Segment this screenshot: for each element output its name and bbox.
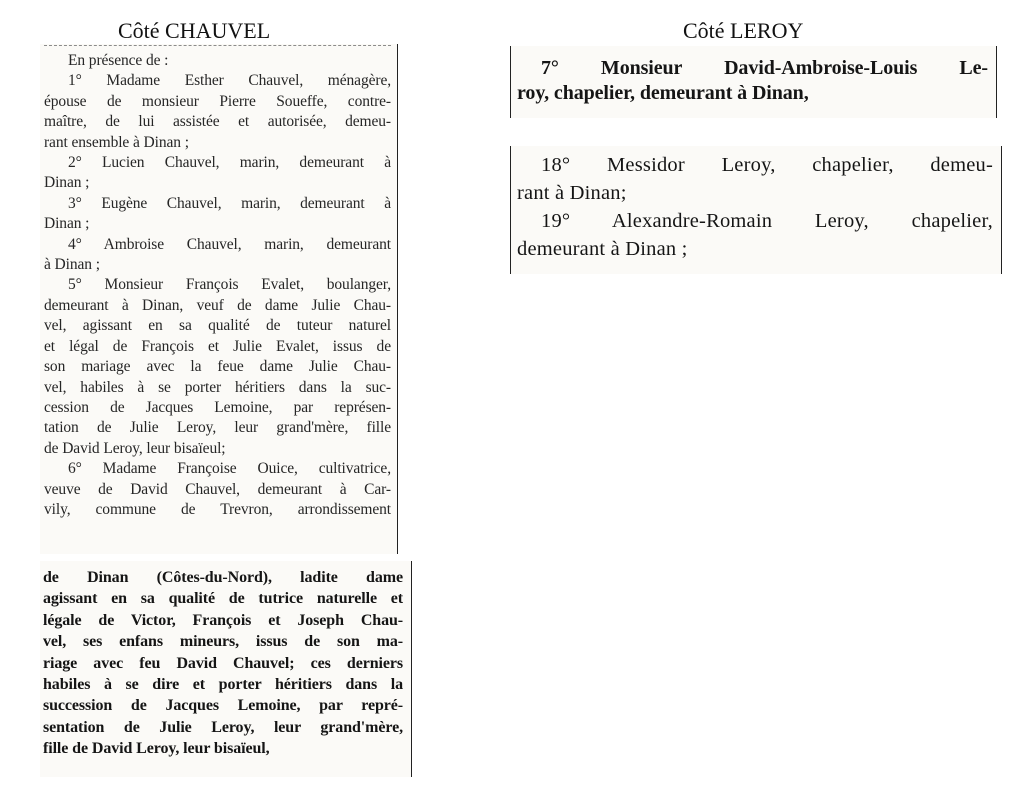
text-line: 6° Madame Françoise Ouice, cultivatrice, bbox=[68, 460, 391, 478]
clipping-chauvel-part-1 bbox=[40, 44, 398, 554]
text-line: 7° Monsieur David-Ambroise-Louis Le- bbox=[541, 57, 988, 79]
text-line: vel, ses enfans mineurs, issus de son ma- bbox=[43, 633, 403, 651]
text-line: 2° Lucien Chauvel, marin, demeurant à bbox=[68, 154, 391, 172]
clipping-leroy-part-2 bbox=[510, 146, 1002, 274]
text-line: succession de Jacques Lemoine, par repré- bbox=[43, 697, 403, 715]
text-line: agissant en sa qualité de tutrice naturelle et bbox=[43, 590, 403, 608]
text-line: de Dinan (Côtes-du-Nord), ladite dame bbox=[43, 569, 403, 586]
text-line: et légal de François et Julie Evalet, issus de bbox=[44, 337, 391, 355]
text-line: tation de Julie Leroy, leur grand'mère, fille bbox=[44, 419, 391, 437]
text-line: de David Leroy, leur bisaïeul; bbox=[44, 439, 226, 457]
clipping-chauvel-part-2 bbox=[40, 561, 412, 777]
text-line: En présence de : bbox=[68, 52, 169, 69]
text-line: Dinan ; bbox=[44, 174, 90, 192]
clipping-leroy-part-1 bbox=[510, 46, 997, 118]
text-line: épouse de monsieur Pierre Soueffe, contre- bbox=[44, 92, 391, 110]
text-line: fille de David Leroy, leur bisaïeul, bbox=[43, 740, 270, 758]
heading-cote-chauvel: Côté CHAUVEL bbox=[118, 18, 271, 43]
text-line: à Dinan ; bbox=[44, 256, 100, 274]
text-line: riage avec feu David Chauvel; ces derniers bbox=[43, 654, 403, 672]
text-line: sentation de Julie Leroy, leur grand'mère, bbox=[43, 718, 403, 736]
heading-cote-leroy: Côté LEROY bbox=[683, 18, 804, 43]
text-line: vily, commune de Trevron, arrondissement bbox=[44, 500, 391, 518]
text-line: 3° Eugène Chauvel, marin, demeurant à bbox=[68, 194, 391, 212]
text-line: veuve de David Chauvel, demeurant à Car- bbox=[44, 480, 391, 498]
text-line: rant à Dinan; bbox=[517, 182, 627, 204]
text-line: demeurant à Dinan ; bbox=[517, 238, 688, 260]
text-line: Dinan ; bbox=[44, 215, 90, 233]
text-line: 19° Alexandre-Romain Leroy, chapelier, bbox=[541, 210, 993, 232]
text-line: cession de Jacques Lemoine, par représen- bbox=[44, 398, 391, 416]
text-line: roy, chapelier, demeurant à Dinan, bbox=[517, 82, 809, 104]
text-line: légale de Victor, François et Joseph Chau- bbox=[43, 611, 403, 629]
text-line: 4° Ambroise Chauvel, marin, demeurant bbox=[68, 235, 391, 253]
text-line: habiles à se dire et porter héritiers dans la bbox=[43, 676, 403, 694]
torn-edge bbox=[44, 45, 391, 49]
text-line: 5° Monsieur François Evalet, boulanger, bbox=[68, 276, 391, 294]
text-line: vel, agissant en sa qualité de tuteur naturel bbox=[44, 317, 391, 335]
text-line: 1° Madame Esther Chauvel, ménagère, bbox=[68, 72, 391, 90]
text-line: demeurant à Dinan, veuf de dame Julie Chau- bbox=[44, 296, 391, 314]
text-line: maître, de lui assistée et autorisée, demeu- bbox=[44, 113, 391, 131]
text-line: 18° Messidor Leroy, chapelier, demeu- bbox=[541, 154, 993, 176]
text-line: son mariage avec la feue dame Julie Chau- bbox=[44, 358, 391, 376]
text-line: rant ensemble à Dinan ; bbox=[44, 133, 189, 151]
text-line: vel, habiles à se porter héritiers dans la suc- bbox=[44, 378, 391, 396]
